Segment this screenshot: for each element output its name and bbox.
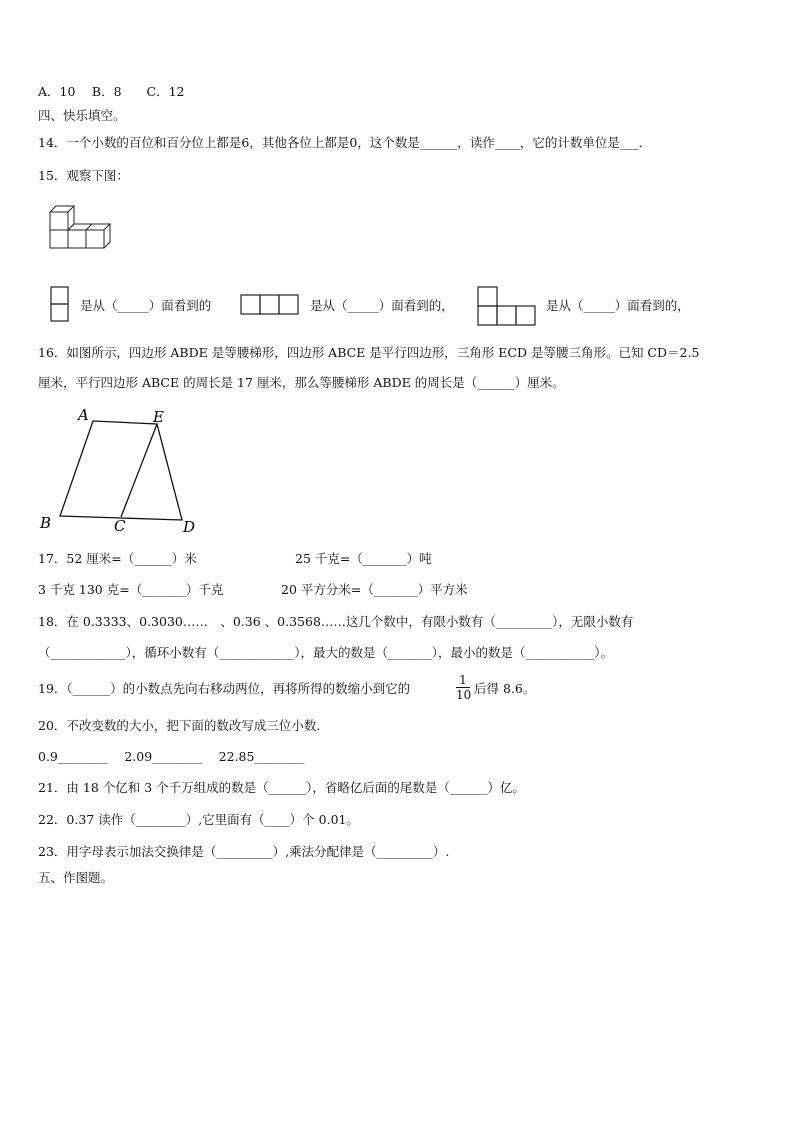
view-side-figure (477, 286, 539, 328)
view-front-figure (50, 286, 70, 324)
question-18-line-2: （____________），循环小数有（____________），最大的数是（_______），最小的数是（___________）。 (38, 645, 614, 660)
section-4-heading: 四、快乐填空。 (38, 108, 126, 123)
question-23: 23．用字母表示加法交换律是（_________）,乘法分配律是（_________）. (38, 844, 450, 859)
question-17-part-2: 25 千克=（_______）吨 (295, 551, 432, 566)
label-e: E (153, 408, 164, 426)
question-16-line-1: 16．如图所示，四边形 ABDE 是等腰梯形，四边形 ABCE 是平行四边形，三角形 ECD 是等腰三角形。已知 CD＝2.5 (38, 345, 700, 360)
question-14: 14．一个小数的百位和百分位上都是6，其他各位上都是0，这个数是______，读作____，它的计数单位是___． (38, 135, 652, 150)
question-19-end: 后得 8.6。 (474, 681, 536, 696)
label-a: A (78, 406, 89, 424)
question-17-part-1: 17．52 厘米=（______）米 (38, 551, 197, 566)
question-19-start: 19．（______）的小数点先向右移动两位，再将所得的数缩小到它的 (38, 681, 411, 696)
label-c: C (114, 517, 126, 535)
view-2-caption: 是从（_____）面看到的， (310, 298, 454, 313)
label-b: B (40, 514, 52, 532)
trapezoid-figure (30, 400, 210, 538)
view-top-figure (240, 294, 302, 316)
question-21: 21．由 18 个亿和 3 个千万组成的数是（______），省略亿后面的尾数是（______）亿。 (38, 780, 525, 795)
fraction-numerator: 1 (459, 673, 467, 687)
question-18-line-1: 18．在 0.3333、0.3030…… 、0.36 、0.3568……这几个数中，有限小数有（_________），无限小数有 (38, 614, 634, 629)
fraction-one-tenth (456, 673, 470, 702)
section-5-heading: 五、作图题。 (38, 870, 114, 885)
question-17-part-3: 3 千克 130 克=（_______）千克 (38, 582, 224, 597)
question-20: 20．不改变数的大小，把下面的数改写成三位小数. (38, 718, 321, 733)
question-20-items: 0.9________ 2.09________ 22.85________ (38, 749, 305, 764)
question-22: 22．0.37 读作（________）,它里面有（____）个 0.01。 (38, 812, 359, 827)
view-3-caption: 是从（_____）面看到的， (546, 298, 690, 313)
question-17-part-4: 20 平方分米=（_______）平方米 (281, 582, 468, 597)
question-15: 15．观察下图： (38, 168, 129, 183)
question-16-line-2: 厘米，平行四边形 ABCE 的周长是 17 厘米，那么等腰梯形 ABDE 的周长是（______）厘米。 (38, 375, 565, 390)
cube-stack-figure (48, 203, 118, 257)
q13-options: A．10 B．8 C．12 (38, 84, 185, 99)
view-1-caption: 是从（_____）面看到的 (80, 298, 212, 313)
fraction-denominator: 10 (456, 688, 472, 702)
label-d: D (183, 518, 196, 536)
